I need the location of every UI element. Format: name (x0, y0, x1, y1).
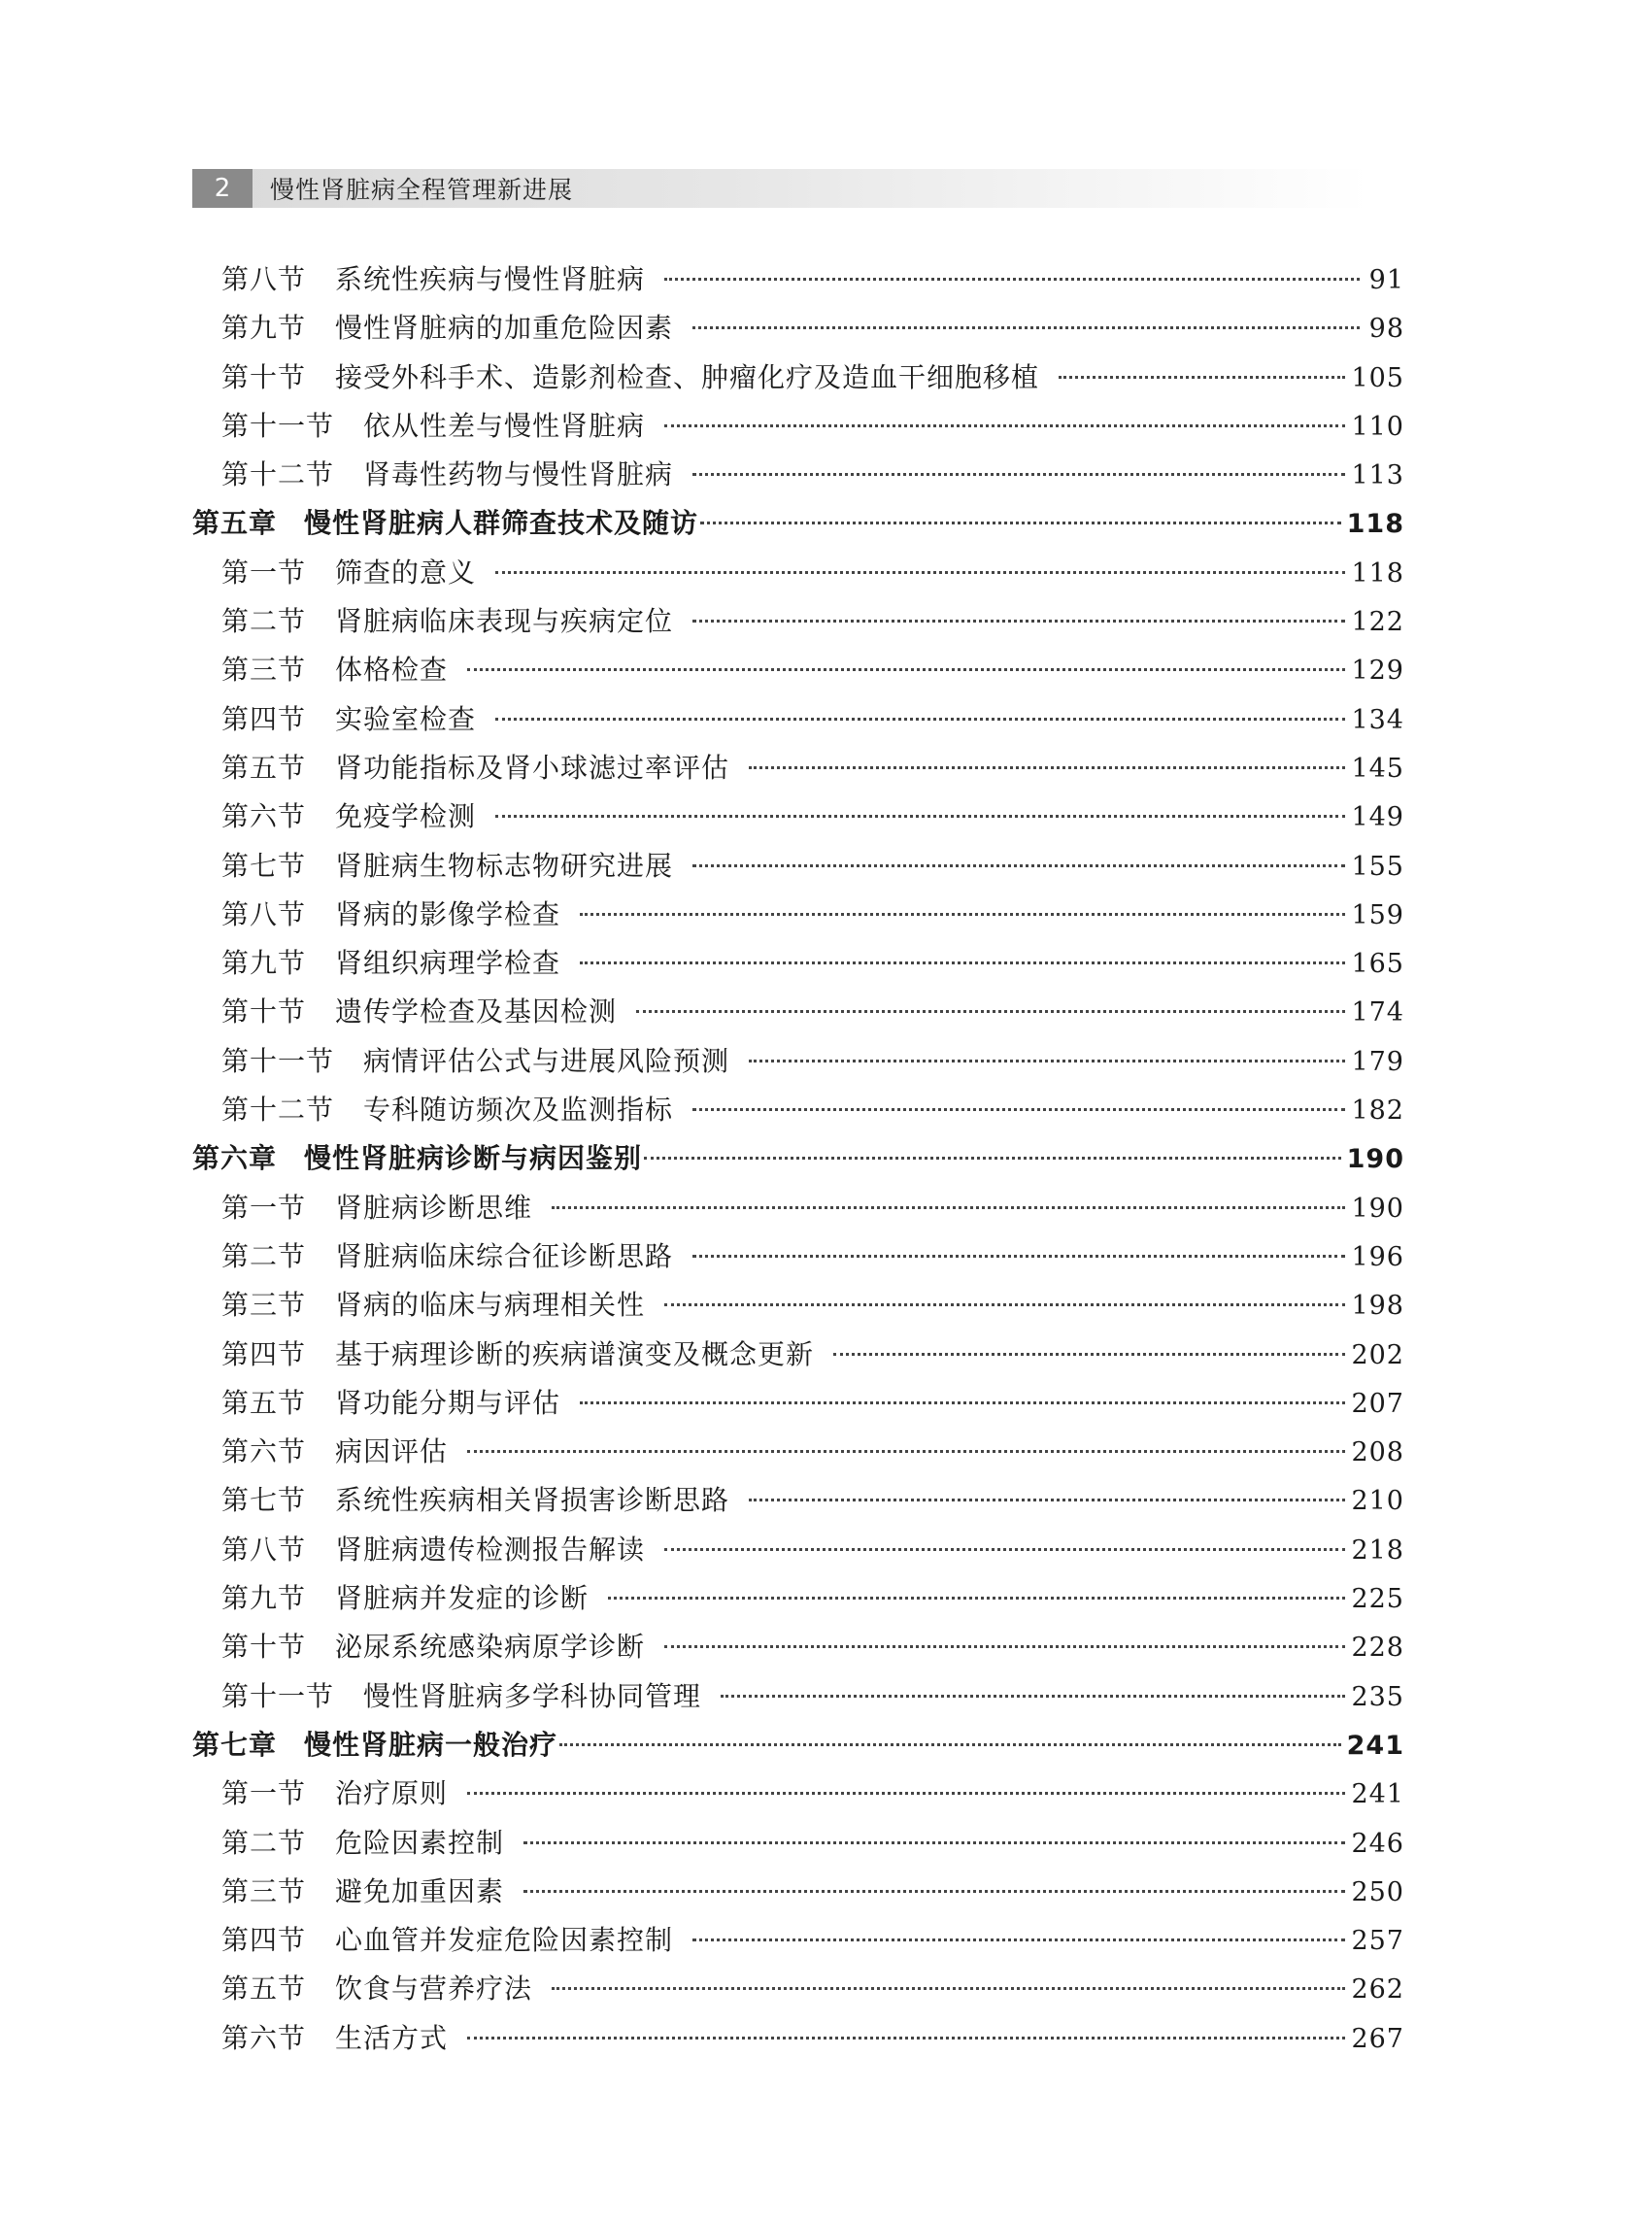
dot-leader (523, 1890, 1345, 1893)
section-number: 第四节 (221, 1337, 307, 1370)
section-number: 第六节 (221, 1435, 307, 1468)
section-number: 第三节 (221, 1874, 307, 1907)
page-ref: 165 (1351, 949, 1404, 980)
toc-section-entry[interactable] (192, 454, 1404, 502)
section-title: 肾病的临床与病理相关性 (335, 1289, 646, 1322)
section-number: 第二节 (221, 1826, 307, 1859)
page-ref: 190 (1351, 1193, 1404, 1224)
section-number: 第五节 (221, 1972, 307, 2006)
page-ref: 228 (1351, 1633, 1404, 1664)
toc-chapter-entry[interactable] (192, 502, 1404, 551)
dot-leader (664, 1303, 1345, 1306)
section-number: 第八节 (221, 263, 307, 295)
section-number: 第十一节 (221, 409, 335, 442)
dot-leader (580, 1401, 1345, 1404)
dot-leader (833, 1353, 1345, 1356)
toc-section-entry[interactable] (192, 1187, 1404, 1235)
toc-section-entry[interactable] (192, 1431, 1404, 1479)
page-ref: 241 (1346, 1730, 1404, 1761)
section-number: 第十一节 (221, 1044, 335, 1077)
dot-leader (700, 522, 1341, 524)
section-title: 体格检查 (335, 654, 449, 687)
page-ref: 190 (1346, 1144, 1404, 1175)
page-ref: 98 (1368, 314, 1404, 345)
toc-section-entry[interactable] (192, 1284, 1404, 1332)
section-number: 第一节 (221, 1777, 307, 1810)
page-ref: 250 (1351, 1876, 1404, 1907)
toc-section-entry[interactable] (192, 1089, 1404, 1137)
toc-section-entry[interactable] (192, 356, 1404, 405)
toc-section-entry[interactable] (192, 552, 1404, 600)
page-ref: 241 (1351, 1779, 1404, 1810)
toc-section-entry[interactable] (192, 1871, 1404, 1919)
section-title: 心血管并发症危险因素控制 (335, 1924, 674, 1957)
page-ref: 218 (1351, 1534, 1404, 1566)
page-ref: 113 (1351, 460, 1404, 491)
section-title: 遗传学检查及基因检测 (335, 995, 618, 1028)
dot-leader (608, 1597, 1345, 1600)
page-number: 2 (192, 169, 253, 208)
dot-leader (664, 278, 1360, 281)
page-ref: 174 (1351, 997, 1404, 1028)
page-ref: 159 (1351, 899, 1404, 930)
page-ref: 210 (1351, 1486, 1404, 1517)
section-title: 肾功能分期与评估 (335, 1386, 561, 1419)
dot-leader (467, 1450, 1345, 1453)
dot-leader (692, 1938, 1345, 1941)
dot-leader (580, 913, 1345, 916)
dot-leader (467, 2037, 1345, 2040)
toc-section-entry[interactable] (192, 1382, 1404, 1431)
toc-section-entry[interactable] (192, 1577, 1404, 1626)
toc-section-entry[interactable] (192, 795, 1404, 844)
section-title: 免疫学检测 (335, 800, 477, 833)
page-ref: 196 (1351, 1241, 1404, 1272)
toc-section-entry[interactable] (192, 1968, 1404, 2016)
section-title: 治疗原则 (335, 1777, 449, 1810)
section-number: 第十二节 (221, 458, 335, 491)
section-number: 第九节 (221, 947, 307, 980)
chapter-title: 慢性肾脏病人群筛查技术及随访 (304, 507, 699, 540)
section-title: 肾毒性药物与慢性肾脏病 (363, 458, 674, 491)
section-number: 第六节 (221, 2021, 307, 2054)
dot-leader (664, 1548, 1345, 1551)
dot-leader (636, 1010, 1345, 1013)
section-number: 第六节 (221, 800, 307, 833)
toc-section-entry[interactable] (192, 1919, 1404, 1968)
dot-leader (559, 1743, 1341, 1746)
section-number: 第四节 (221, 1924, 307, 1957)
dot-leader (467, 1792, 1345, 1795)
toc-section-entry[interactable] (192, 1529, 1404, 1577)
dot-leader (749, 766, 1345, 769)
section-title: 肾病的影像学检查 (335, 897, 561, 930)
page-ref: 129 (1351, 656, 1404, 687)
page-ref: 122 (1351, 607, 1404, 638)
section-title: 专科随访频次及监测指标 (363, 1094, 674, 1127)
section-number: 第一节 (221, 556, 307, 589)
toc-section-entry[interactable] (192, 1626, 1404, 1674)
page-ref: 118 (1346, 509, 1404, 540)
page-ref: 246 (1351, 1828, 1404, 1859)
page-ref: 267 (1351, 2023, 1404, 2054)
page-ref: 208 (1351, 1437, 1404, 1468)
section-number: 第十二节 (221, 1094, 335, 1127)
dot-leader (495, 815, 1345, 818)
section-number: 第九节 (221, 1582, 307, 1615)
page-ref: 257 (1351, 1926, 1404, 1957)
section-number: 第一节 (221, 1191, 307, 1224)
toc-section-entry[interactable] (192, 1479, 1404, 1528)
section-title: 泌尿系统感染病原学诊断 (335, 1631, 646, 1664)
section-number: 第二节 (221, 1239, 307, 1272)
chapter-title: 慢性肾脏病诊断与病因鉴别 (304, 1142, 643, 1175)
section-number: 第七节 (221, 849, 307, 882)
section-number: 第八节 (221, 897, 307, 930)
dot-leader (523, 1841, 1345, 1844)
dot-leader (552, 1206, 1345, 1209)
toc-section-entry[interactable] (192, 942, 1404, 991)
section-title: 接受外科手术、造影剂检查、肿瘤化疗及造血干细胞移植 (335, 360, 1040, 393)
section-title: 病因评估 (335, 1435, 449, 1468)
toc-chapter-entry[interactable] (192, 1137, 1404, 1186)
chapter-number: 第五章 (192, 507, 278, 540)
toc-section-entry[interactable] (192, 1040, 1404, 1089)
toc-section-entry[interactable] (192, 1235, 1404, 1284)
dot-leader (495, 718, 1345, 721)
page-ref: 202 (1351, 1339, 1404, 1370)
section-title: 避免加重因素 (335, 1874, 505, 1907)
page-ref: 134 (1351, 704, 1404, 735)
section-number: 第十一节 (221, 1679, 335, 1712)
section-number: 第三节 (221, 1289, 307, 1322)
dot-leader (1059, 376, 1345, 379)
dot-leader (580, 961, 1345, 964)
dot-leader (692, 473, 1345, 476)
toc-section-entry[interactable] (192, 845, 1404, 893)
page-ref: 118 (1351, 557, 1404, 589)
dot-leader (552, 1987, 1345, 1990)
dot-leader (721, 1695, 1345, 1698)
page-ref: 179 (1351, 1046, 1404, 1077)
section-number: 第五节 (221, 751, 307, 784)
dot-leader (467, 668, 1345, 671)
chapter-number: 第六章 (192, 1142, 278, 1175)
dot-leader (692, 1255, 1345, 1258)
section-title: 病情评估公式与进展风险预测 (363, 1044, 730, 1077)
section-title: 基于病理诊断的疾病谱演变及概念更新 (335, 1337, 815, 1370)
page-ref: 105 (1351, 362, 1404, 393)
toc-section-entry[interactable] (192, 600, 1404, 649)
section-title: 危险因素控制 (335, 1826, 505, 1859)
section-title: 实验室检查 (335, 702, 477, 735)
section-number: 第三节 (221, 654, 307, 687)
toc-chapter-entry[interactable] (192, 1724, 1404, 1772)
toc-section-entry[interactable] (192, 1822, 1404, 1871)
section-number: 第五节 (221, 1386, 307, 1419)
chapter-number: 第七章 (192, 1728, 278, 1761)
section-title: 筛查的意义 (335, 556, 477, 589)
dot-leader (692, 326, 1360, 329)
section-title: 肾脏病并发症的诊断 (335, 1582, 590, 1615)
toc-section-entry[interactable] (192, 747, 1404, 795)
dot-leader (692, 1108, 1345, 1111)
page-ref: 262 (1351, 1974, 1404, 2006)
section-number: 第七节 (221, 1484, 307, 1517)
toc-section-entry[interactable] (192, 1675, 1404, 1724)
dot-leader (749, 1499, 1345, 1501)
page-ref: 91 (1368, 265, 1404, 295)
toc-section-entry[interactable] (192, 1333, 1404, 1382)
section-title: 慢性肾脏病的加重危险因素 (335, 312, 674, 345)
section-number: 第十节 (221, 995, 307, 1028)
page-ref: 149 (1351, 802, 1404, 833)
section-title: 肾组织病理学检查 (335, 947, 561, 980)
section-number: 第八节 (221, 1533, 307, 1566)
section-title: 生活方式 (335, 2021, 449, 2054)
dot-leader (692, 864, 1345, 867)
section-number: 第四节 (221, 702, 307, 735)
section-title: 系统性疾病与慢性肾脏病 (335, 263, 646, 295)
section-number: 第十节 (221, 360, 307, 393)
book-title: 慢性肾脏病全程管理新进展 (270, 176, 574, 204)
page-ref: 155 (1351, 851, 1404, 882)
toc-section-entry[interactable] (192, 258, 1404, 307)
section-title: 肾脏病诊断思维 (335, 1191, 533, 1224)
page-ref: 235 (1351, 1681, 1404, 1712)
dot-leader (749, 1060, 1345, 1062)
dot-leader (692, 620, 1345, 623)
section-title: 慢性肾脏病多学科协同管理 (363, 1679, 702, 1712)
dot-leader (664, 1645, 1345, 1648)
toc-section-entry[interactable] (192, 405, 1404, 454)
section-title: 饮食与营养疗法 (335, 1972, 533, 2006)
section-title: 肾脏病临床综合征诊断思路 (335, 1239, 674, 1272)
running-header (192, 169, 1369, 208)
toc-section-entry[interactable] (192, 649, 1404, 697)
section-title: 依从性差与慢性肾脏病 (363, 409, 646, 442)
toc-section-entry[interactable] (192, 698, 1404, 747)
page-ref: 110 (1351, 411, 1404, 442)
section-number: 第二节 (221, 605, 307, 638)
toc-section-entry[interactable] (192, 991, 1404, 1039)
section-title: 肾功能指标及肾小球滤过率评估 (335, 751, 730, 784)
page-ref: 198 (1351, 1291, 1404, 1322)
page-ref: 145 (1351, 753, 1404, 784)
page-ref: 182 (1351, 1096, 1404, 1127)
dot-leader (644, 1157, 1341, 1160)
section-title: 肾脏病临床表现与疾病定位 (335, 605, 674, 638)
section-number: 第十节 (221, 1631, 307, 1664)
toc-section-entry[interactable] (192, 307, 1404, 355)
toc-section-entry[interactable] (192, 893, 1404, 942)
chapter-title: 慢性肾脏病一般治疗 (304, 1728, 558, 1761)
dot-leader (495, 571, 1345, 574)
toc-section-entry[interactable] (192, 2017, 1404, 2066)
section-number: 第九节 (221, 312, 307, 345)
table-of-contents (192, 258, 1404, 2066)
toc-section-entry[interactable] (192, 1772, 1404, 1821)
page-ref: 225 (1351, 1584, 1404, 1615)
section-title: 肾脏病遗传检测报告解读 (335, 1533, 646, 1566)
section-title: 系统性疾病相关肾损害诊断思路 (335, 1484, 730, 1517)
page-ref: 207 (1351, 1388, 1404, 1419)
section-title: 肾脏病生物标志物研究进展 (335, 849, 674, 882)
dot-leader (664, 424, 1345, 427)
